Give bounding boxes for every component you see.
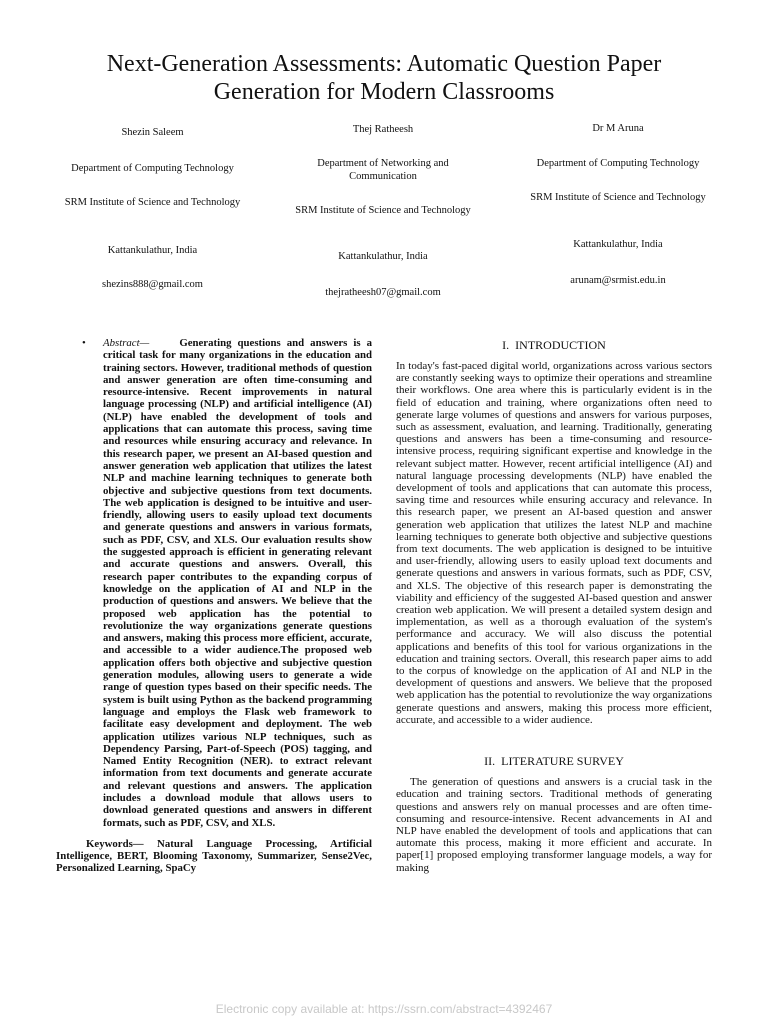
author-department: Department of Computing Technology	[71, 163, 234, 174]
section-number: I.	[502, 338, 510, 352]
author-location: Kattankulathur, India	[573, 239, 663, 250]
author-location: Kattankulathur, India	[107, 245, 198, 256]
abstract-bullet: •	[82, 337, 86, 349]
section-title-rest: ITERATURE SURVEY	[508, 754, 624, 769]
left-column	[56, 337, 372, 875]
title-line-1: Next-Generation Assessments: Automatic Question Paper	[106, 51, 662, 77]
author-location: Kattankulathur, India	[338, 251, 428, 262]
author-2	[288, 120, 478, 310]
abstract-text: Generating questions and answers is a critical task for many organizations in the education and training sectors. However, traditional methods of question and answer generation are often time-consuming and resource-intensive. Recent improvements in natural language processing (NLP) and artificial intelligence (AI) (NLP) have enabled the development of tools and applications that can automate this process, saving time and resources while ensuring accuracy and relevance. In this research paper, we present an AI-based question and answer generation web application that utilizes the latest NLP and machine learning techniques to generate both objective and subjective questions from text documents. The web application is designed to be intuitive and user-friendly, allowing users to easily upload text documents and generate questions and answers in various formats, such as PDF, CSV, and XLS. Our evaluation results show the suggested approach is efficient in generating relevant and accurate questions and answers. Overall, this research paper contributes to the expanding corpus of knowledge on the application of AI and NLP in the production of questions and answers. We believe that the proposed web application has the potential to revolutionize the way organizations generate questions and answers, making this process more efficient, accurate, and accessible to a wider audience.The proposed web application offers both objective and subjective question generation modules, allowing users to generate a wide range of question types based on their specific needs. The system is built using Python as the backend programming language and employs the Flask web framework to facilitate easy development and deployment. The web application utilizes various NLP techniques, such as Dependency Parsing, Part-of-Speech (POS) tagging, and Named Entity Recognition (NER). to extract relevant information from text documents and generate accurate and relevant questions and answers. The application includes a download module that allows users to download generated questions and answers in different formats, such as PDF, CSV, and XLS.	[103, 337, 373, 829]
ssrn-footer-watermark: Electronic copy available at: https://ssrn.com/abstract=4392467	[215, 1002, 553, 1016]
author-department: Department of Networking and Communication	[317, 158, 449, 182]
section-initial: I	[515, 338, 520, 352]
section-title-rest: NTRODUCTION	[519, 338, 606, 352]
author-name: Shezin Saleem	[121, 127, 184, 138]
title-line-2: Generation for Modern Classrooms	[213, 79, 555, 105]
author-institute: SRM Institute of Science and Technology	[295, 205, 471, 216]
author-email: shezins888@gmail.com	[102, 279, 203, 290]
paper-title	[40, 50, 728, 106]
section-heading-literature-survey	[396, 754, 712, 768]
author-3	[518, 120, 718, 310]
author-email: thejratheesh07@gmail.com	[325, 287, 441, 298]
author-name: Dr M Aruna	[592, 123, 644, 134]
author-1	[40, 120, 265, 310]
author-institute: SRM Institute of Science and Technology	[64, 197, 241, 208]
abstract	[56, 337, 372, 829]
author-department: Department of Computing Technology	[536, 158, 700, 169]
literature-survey-text: The generation of questions and answers is a crucial task in the education and training sectors. Traditional methods of generating questions and answers rely on manual processes and are often time-consuming and resource-intensive. Recent advancements in AI and NLP have enabled the development of tools and applications that can automate this process, making it more efficient and accurate. In paper[1] proposed employing transformer language models, a way for making	[396, 776, 712, 874]
abstract-body	[103, 337, 372, 829]
right-column	[396, 338, 712, 874]
section-number: II.	[484, 754, 496, 769]
author-block	[30, 120, 738, 310]
author-name: Thej Ratheesh	[352, 124, 414, 135]
section-heading-introduction	[396, 338, 712, 352]
keywords: Keywords— Natural Language Processing, Artificial Intelligence, BERT, Blooming Taxonomy, Summarizer, Sense2Vec, Personalized Learning, SpaCy	[56, 837, 372, 875]
introduction-text: In today's fast-paced digital world, organizations across various sectors are constantly seeking ways to optimize their operations and streamline their workflows. One area where this is particularly evident is in the field of education and training, where organizations often need to generate large volumes of questions and answers for various purposes, such as assessment, evaluation, and learning. Traditionally, generating questions and answers has been a time-consuming and resource-intensive process, requiring significant expertise and knowledge in the relevant subject matter. However, recent artificial intelligence (AI) and natural language processing developments (NLP) have enabled the development of tools and applications that can automate this process, saving time and resources while ensuring accuracy and relevance. In this research paper, we present an AI-based question and answer generation web application that utilizes the latest NLP and machine learning techniques to generate both objective and subjective questions from text documents. The web application is designed to be intuitive and user-friendly, allowing users to easily upload text documents and generate questions and answers in various formats, such as PDF, CSV, and XLS. The objective of this research paper is demonstrating the viability and efficiency of the suggested AI-based question and answer creation web application. We will present a detailed system design and implementation, as well as a thorough evaluation of the system's performance and accuracy. We will also discuss the potential applications and benefits of this tool for various organizations in the education and training sectors. Overall, this research paper aims to add to the corpus of knowledge on the application of AI and NLP in the development of questions and answers. We believe that the proposed web application has the potential to revolutionize the way organizations generate questions and answers, making this process more efficient, accurate, and accessible to a wider audience.	[396, 360, 712, 726]
section-initial: L	[501, 754, 509, 769]
author-email: arunam@srmist.edu.in	[570, 275, 666, 286]
author-institute: SRM Institute of Science and Technology	[530, 192, 706, 203]
abstract-heading: Abstract—	[103, 337, 150, 349]
